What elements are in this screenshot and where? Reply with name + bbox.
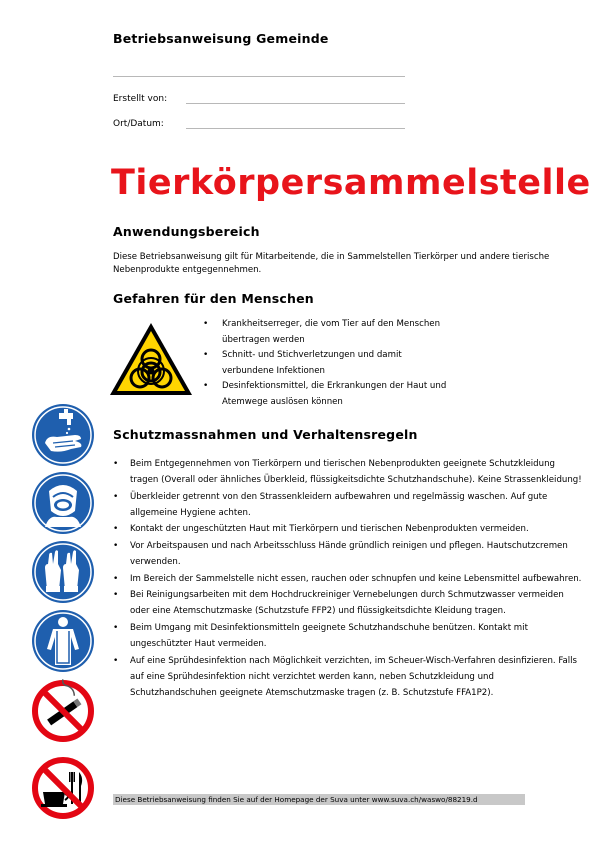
measure-text: Im Bereich der Sammelstelle nicht essen, rauchen oder schnupfen und keine Lebensmittel aufbewahren. bbox=[130, 573, 582, 584]
signature-line bbox=[113, 76, 405, 77]
hazard-text: Desinfektionsmittel, die Erkrankungen der Haut und Atemwege auslösen können bbox=[222, 381, 447, 407]
place-date-line bbox=[186, 128, 405, 129]
bullet: • bbox=[113, 590, 119, 601]
document-header-title: Betriebsanweisung Gemeinde bbox=[113, 31, 329, 46]
measures-list bbox=[113, 456, 583, 701]
measure-text: Vor Arbeitspausen und nach Arbeitsschluss Hände gründlich reinigen und pflegen. Hautschutzcremen verwenden. bbox=[130, 540, 568, 568]
bullet: • bbox=[203, 350, 209, 360]
hazards-list bbox=[203, 317, 448, 410]
wear-apron-icon bbox=[31, 609, 95, 673]
created-by-line bbox=[186, 103, 405, 104]
place-date-label: Ort/Datum: bbox=[113, 119, 164, 129]
measure-text: Bei Reinigungsarbeiten mit dem Hochdruckreiniger Vernebelungen durch Schmutzwasser vermeiden oder eine Atemschutzmaske (Schutzstufe FFP2) und flüssigkeitsdichte Kleidung tragen. bbox=[130, 590, 564, 617]
hazards-heading: Gefahren für den Menschen bbox=[113, 291, 314, 306]
measures-heading: Schutzmassnahmen und Verhaltensregeln bbox=[113, 427, 418, 442]
hazard-text: Krankheitserreger, die vom Tier auf den Menschen übertragen werden bbox=[222, 319, 441, 345]
measure-text: Überkleider getrennt von den Strassenkleidern aufbewahren und regelmässig waschen. Auf gute allgemeine Hygiene achten. bbox=[130, 491, 548, 518]
list-item bbox=[113, 489, 583, 521]
wear-gloves-icon bbox=[31, 540, 95, 604]
scope-text: Diese Betriebsanweisung gilt für Mitarbeitende, die in Sammelstellen Tierkörper und andere tierische Nebenprodukte entgegennehmen. bbox=[113, 252, 550, 275]
list-item bbox=[113, 521, 583, 537]
hazard-text: Schnitt- und Stichverletzungen und damit verbundene Infektionen bbox=[222, 350, 402, 376]
list-item bbox=[113, 538, 583, 570]
list-item bbox=[113, 456, 583, 488]
list-item bbox=[203, 317, 448, 348]
wear-mask-icon bbox=[31, 471, 95, 535]
list-item bbox=[203, 379, 448, 410]
biohazard-warning-icon bbox=[108, 321, 194, 397]
measure-text: Beim Umgang mit Desinfektionsmitteln geeignete Schutzhandschuhe benützen. Kontakt mit ungeschützter Haut vermeiden. bbox=[130, 622, 528, 650]
no-smoking-icon bbox=[31, 679, 95, 743]
list-item bbox=[113, 653, 583, 702]
bullet: • bbox=[203, 319, 209, 329]
wash-hands-icon bbox=[31, 403, 95, 467]
created-by-label: Erstellt von: bbox=[113, 94, 168, 104]
bullet: • bbox=[203, 381, 209, 391]
main-title: Tierkörpersammelstelle bbox=[111, 163, 591, 203]
bullet: • bbox=[113, 655, 119, 666]
footer-note: Diese Betriebsanweisung finden Sie auf der Homepage der Suva unter www.suva.ch/waswo/88219.d bbox=[113, 794, 525, 805]
bullet: • bbox=[113, 622, 119, 633]
bullet: • bbox=[113, 491, 119, 502]
bullet: • bbox=[113, 540, 119, 551]
list-item bbox=[113, 620, 583, 652]
bullet: • bbox=[113, 573, 119, 584]
measure-text: Beim Entgegennehmen von Tierkörpern und tierischen Nebenprodukten geeignete Schutzkleidung tragen (Overall oder ähnliches Überkleid, flüssigkeitsdichte Schutzhandschuhe). Keine Strassenkleidung! bbox=[130, 459, 582, 486]
bullet: • bbox=[113, 524, 119, 535]
measure-text: Kontakt der ungeschützten Haut mit Tierkörpern und tierischen Nebenprodukten vermeiden. bbox=[130, 524, 529, 535]
no-eating-drinking-icon bbox=[31, 756, 95, 820]
measure-text: Auf eine Sprühdesinfektion nach Möglichkeit verzichten, im Scheuer-Wisch-Verfahren desinfizieren. Falls auf eine Sprühdesinfektion nicht verzichtet werden kann, neben Schutzkleidung und Schutzhandschuhen geeignete Atemschutzmaske tragen (z. B. Schutzstufe FFA1P2). bbox=[130, 655, 578, 698]
list-item bbox=[113, 587, 583, 619]
list-item bbox=[203, 348, 448, 379]
scope-heading: Anwendungsbereich bbox=[113, 224, 260, 239]
list-item bbox=[113, 571, 583, 587]
bullet: • bbox=[113, 459, 119, 469]
